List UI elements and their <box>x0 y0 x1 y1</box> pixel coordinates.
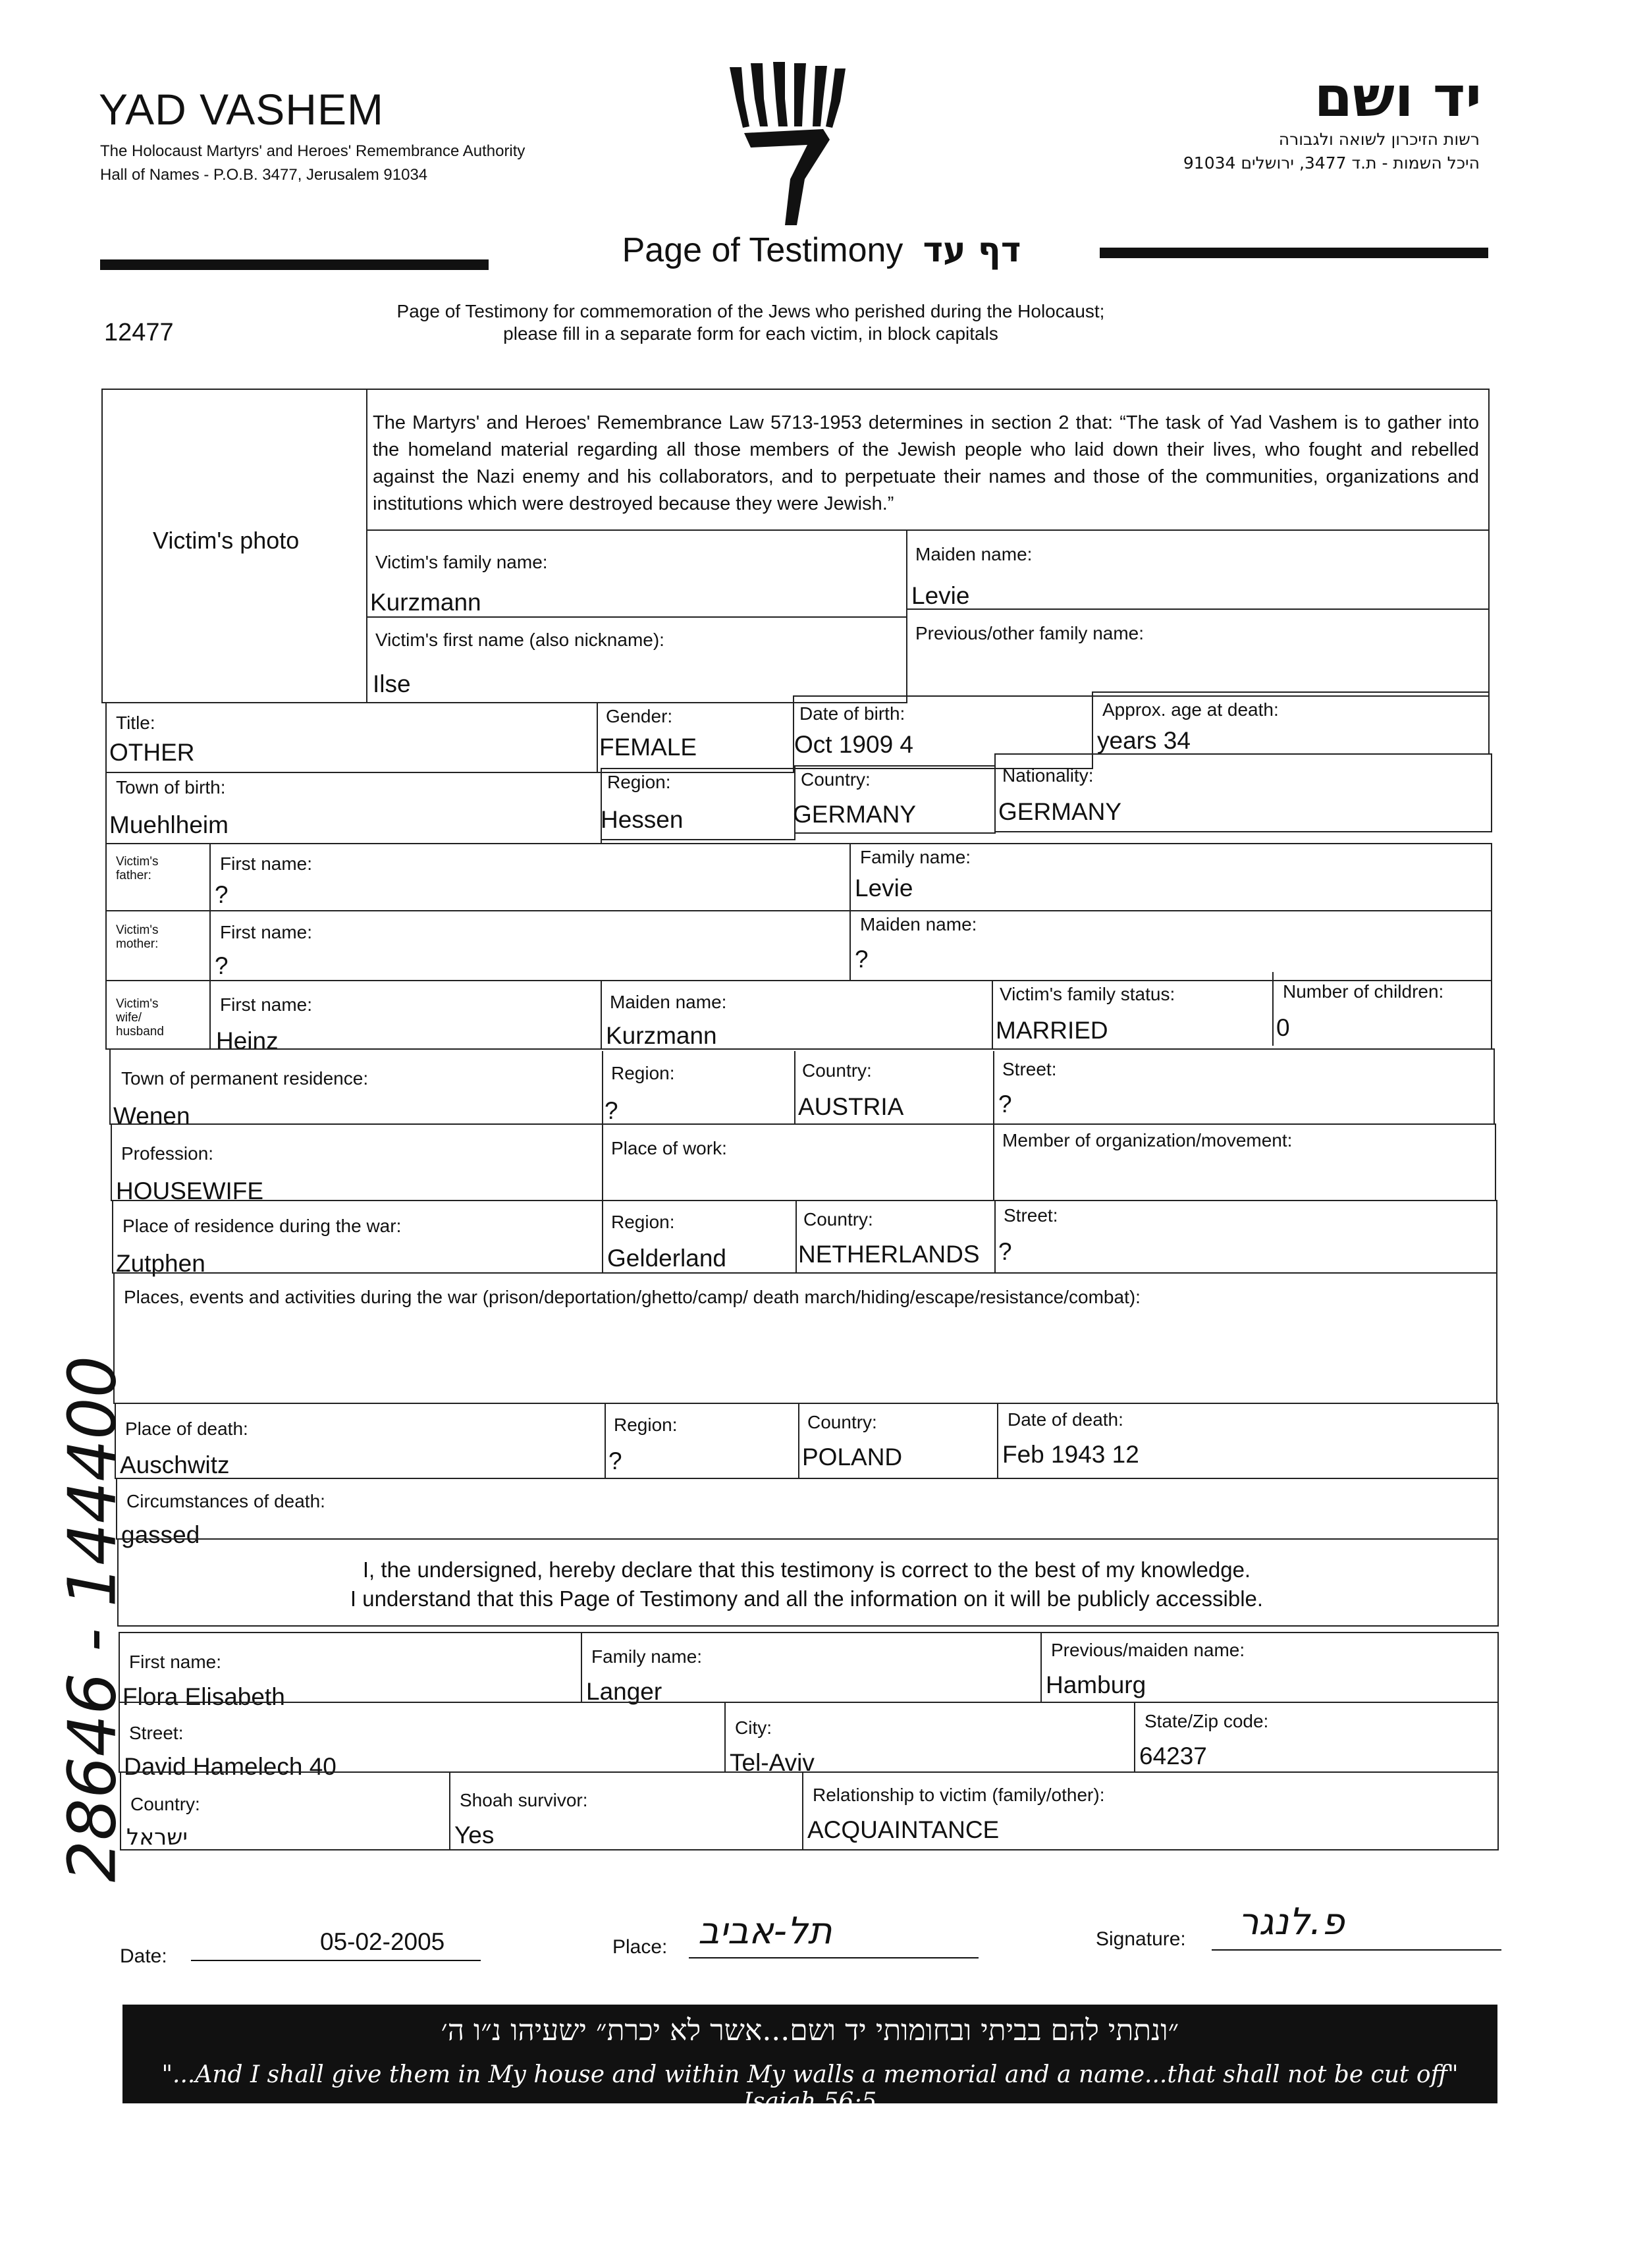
spouse-divider-2 <box>601 981 602 1048</box>
photo-label: Victim's photo <box>153 527 300 554</box>
dob-label: Date of birth: <box>799 703 905 724</box>
submitter-zip-value[interactable]: 64237 <box>1139 1742 1207 1769</box>
submitter-divider-5 <box>449 1773 450 1849</box>
residence-country-label: Country: <box>802 1060 872 1081</box>
title-value[interactable]: OTHER <box>109 739 195 766</box>
spouse-divider-4 <box>1272 972 1274 1046</box>
spouse-divider-1 <box>209 981 211 1048</box>
war-residence-value[interactable]: Zutphen <box>116 1250 205 1277</box>
relationship-value[interactable]: ACQUAINTANCE <box>807 1816 1000 1843</box>
spouse-side-label: Victim's wife/ husband <box>116 997 164 1039</box>
gender-label: Gender: <box>606 706 673 726</box>
victim-family-name-label: Victim's family name: <box>375 552 548 572</box>
gender-value[interactable]: FEMALE <box>599 734 697 761</box>
mother-maiden-name-label: Maiden name: <box>860 914 977 934</box>
law-text: The Martyrs' and Heroes' Remembrance Law 5713-1953 determines in section 2 that: “The task of Yad Vashem is to gather into the homeland material regarding all those members of the Jewish people who laid down their lives, who fought and rebelled against the Nazi enemy and his collaborators, and to perpetuate their names and those of the communities, organizations and institutions which were destroyed because they were Jewish.” <box>373 412 1479 514</box>
nationality-value[interactable]: GERMANY <box>998 798 1122 825</box>
org-name: YAD VASHEM <box>99 85 384 134</box>
form-number: 12477 <box>104 319 174 346</box>
submitter-country-label: Country: <box>130 1794 200 1814</box>
spouse-maiden-name-value[interactable]: Kurzmann <box>606 1022 717 1049</box>
death-date-label: Date of death: <box>1008 1409 1123 1430</box>
residence-street-value[interactable]: ? <box>998 1091 1012 1118</box>
work-divider-1 <box>602 1125 603 1200</box>
org-name-hebrew: יד ושם <box>1314 65 1482 129</box>
residence-country-value[interactable]: AUSTRIA <box>798 1093 904 1120</box>
death-circumstances-value[interactable]: gassed <box>121 1521 200 1548</box>
spouse-divider-3 <box>992 981 993 1048</box>
war-events-label: Places, events and activities during the war (prison/deportation/ghetto/camp/ death march/hiding/escape/resistance/combat): <box>124 1287 1141 1307</box>
war-divider-2 <box>795 1201 797 1272</box>
father-family-name-label: Family name: <box>860 847 971 867</box>
sign-place-value[interactable]: תל-אביב <box>698 1910 832 1953</box>
father-divider-1 <box>209 844 211 910</box>
shoah-survivor-value[interactable]: Yes <box>454 1822 495 1849</box>
submitter-name-row-box <box>119 1632 1499 1703</box>
country-birth-label: Country: <box>801 769 871 790</box>
death-country-label: Country: <box>807 1412 877 1432</box>
residence-divider-2 <box>794 1051 795 1123</box>
children-label: Number of children: <box>1283 981 1444 1002</box>
place-of-work-label: Place of work: <box>611 1138 727 1158</box>
maiden-name-box <box>906 529 1490 610</box>
spouse-maiden-name-label: Maiden name: <box>610 992 727 1012</box>
mother-first-name-label: First name: <box>220 922 313 942</box>
maiden-name-label: Maiden name: <box>915 544 1033 564</box>
profession-label: Profession: <box>121 1143 214 1164</box>
spouse-first-name-value[interactable]: Heinz <box>216 1027 279 1054</box>
father-side-label: Victim's father: <box>116 855 159 882</box>
war-divider-1 <box>602 1201 603 1272</box>
father-first-name-label: First name: <box>220 853 313 874</box>
mother-first-name-value[interactable]: ? <box>215 952 229 979</box>
shoah-survivor-label: Shoah survivor: <box>460 1790 588 1810</box>
father-first-name-value[interactable]: ? <box>215 881 229 908</box>
sign-place-label: Place: <box>612 1936 668 1958</box>
submitter-prev-name-value[interactable]: Hamburg <box>1046 1671 1146 1698</box>
father-row-box <box>105 843 1492 911</box>
residence-street-label: Street: <box>1002 1059 1057 1079</box>
form-title <box>0 230 1643 270</box>
sign-place-line <box>689 1957 979 1958</box>
age-label: Approx. age at death: <box>1102 699 1279 720</box>
declaration-line-2: I understand that this Page of Testimony and all the information on it will be publicly accessible. <box>350 1586 1264 1611</box>
form-title-english: Page of Testimony <box>622 231 903 269</box>
sign-date-line <box>191 1960 481 1961</box>
submitter-divider-6 <box>802 1773 803 1849</box>
region-birth-label: Region: <box>607 772 671 792</box>
submitter-divider-3 <box>724 1703 726 1771</box>
prev-family-name-label: Previous/other family name: <box>915 623 1145 643</box>
residence-divider-1 <box>602 1051 603 1123</box>
sign-date-label: Date: <box>120 1945 167 1967</box>
org-subtitle-hebrew: רשות הזיכרון לשואה ולגבורה <box>1278 130 1480 149</box>
war-divider-3 <box>994 1201 996 1272</box>
intro-line-2: please fill in a separate form for each victim, in block capitals <box>503 323 998 344</box>
submitter-zip-label: State/Zip code: <box>1145 1711 1269 1731</box>
work-divider-2 <box>993 1125 994 1200</box>
signature-label: Signature: <box>1096 1928 1186 1950</box>
victim-family-name-value[interactable]: Kurzmann <box>370 589 481 616</box>
declaration-text <box>119 1555 1495 1613</box>
mother-divider-1 <box>209 911 211 980</box>
sign-date-value[interactable]: 05-02-2005 <box>320 1928 445 1955</box>
region-birth-value[interactable]: Hessen <box>601 806 684 833</box>
submitter-city-value[interactable]: Tel-Aviv <box>730 1749 815 1776</box>
footer-english-quote: "...And I shall give them in My house and within My walls a memorial and a name...that shall not be cut off" Isaiah 56:5 <box>161 2061 1459 2115</box>
death-divider-2 <box>798 1404 799 1478</box>
death-divider-3 <box>997 1404 998 1478</box>
victim-first-name-label: Victim's first name (also nickname): <box>375 630 664 650</box>
town-birth-value[interactable]: Muehlheim <box>109 811 229 838</box>
war-region-label: Region: <box>611 1212 675 1232</box>
submitter-divider-2 <box>1040 1633 1042 1702</box>
signature-line <box>1212 1949 1501 1951</box>
org-subtitle-block <box>100 140 525 187</box>
war-street-value[interactable]: ? <box>998 1238 1012 1265</box>
submitter-family-name-label: Family name: <box>591 1646 703 1667</box>
town-birth-label: Town of birth: <box>116 777 226 797</box>
member-org-label: Member of organization/movement: <box>1002 1130 1293 1150</box>
death-divider-1 <box>605 1404 606 1478</box>
submitter-street-value[interactable]: David Hamelech 40 <box>124 1753 337 1780</box>
war-country-value[interactable]: NETHERLANDS <box>798 1241 980 1268</box>
mother-side-label: Victim's mother: <box>116 923 159 951</box>
family-status-label: Victim's family status: <box>1000 984 1175 1004</box>
submitter-prev-name-label: Previous/maiden name: <box>1051 1640 1245 1660</box>
profession-value[interactable]: HOUSEWIFE <box>116 1177 264 1204</box>
age-value[interactable]: years 34 <box>1097 727 1191 754</box>
intro-line-1: Page of Testimony for commemoration of the Jews who perished during the Holocaust; <box>396 301 1105 321</box>
death-country-value[interactable]: POLAND <box>802 1444 903 1471</box>
org-subtitle: The Holocaust Martyrs' and Heroes' Remembrance Authority <box>100 142 525 160</box>
submitter-first-name-value[interactable]: Flora Elisabeth <box>122 1683 285 1710</box>
form-title-hebrew: דף עד <box>923 230 1021 270</box>
org-address-hebrew: היכל השמות - ת.ד 3477, ירושלים 91034 <box>1183 153 1480 173</box>
submitter-first-name-label: First name: <box>129 1652 222 1672</box>
war-residence-label: Place of residence during the war: <box>122 1216 402 1236</box>
handwritten-margin-note: 28646 - 144400 <box>53 1355 131 1883</box>
mother-row-box <box>105 910 1492 981</box>
nationality-label: Nationality: <box>1002 765 1094 786</box>
war-street-label: Street: <box>1004 1205 1058 1226</box>
family-status-value[interactable]: MARRIED <box>996 1017 1108 1044</box>
spouse-first-name-label: First name: <box>220 994 313 1015</box>
father-family-name-value[interactable]: Levie <box>855 875 913 902</box>
org-hebrew-block <box>1183 128 1480 175</box>
father-divider-2 <box>849 844 851 910</box>
war-country-label: Country: <box>803 1209 873 1229</box>
war-region-value[interactable]: Gelderland <box>607 1245 727 1272</box>
submitter-family-name-value[interactable]: Langer <box>586 1678 662 1705</box>
mother-divider-2 <box>849 911 851 980</box>
footer-hebrew-quote: ״ונתתי להם בביתי ובחומותי יד ושם...אשר לא יכרת״ ישעיהו נ״ו ה׳ <box>441 2014 1179 2047</box>
death-place-label: Place of death: <box>125 1418 248 1439</box>
victim-first-name-value[interactable]: Ilse <box>373 670 411 697</box>
death-region-label: Region: <box>614 1415 678 1435</box>
relationship-label: Relationship to victim (family/other): <box>813 1785 1105 1805</box>
death-region-value[interactable]: ? <box>608 1447 622 1474</box>
submitter-country-value[interactable]: ישראל <box>126 1824 188 1850</box>
residence-town-value[interactable]: Wenen <box>113 1102 190 1129</box>
residence-divider-3 <box>993 1051 994 1123</box>
residence-town-label: Town of permanent residence: <box>121 1068 369 1089</box>
org-address: Hall of Names - P.O.B. 3477, Jerusalem 91034 <box>100 166 428 184</box>
submitter-divider-4 <box>1134 1703 1135 1771</box>
signature-value[interactable]: פ.לנגר <box>1238 1901 1345 1943</box>
dob-value[interactable]: Oct 1909 4 <box>794 731 914 758</box>
country-birth-value[interactable]: GERMANY <box>793 801 917 828</box>
residence-region-value[interactable]: ? <box>605 1097 618 1124</box>
form-intro <box>356 300 1146 345</box>
submitter-city-label: City: <box>735 1717 772 1738</box>
submitter-street-label: Street: <box>129 1723 184 1743</box>
death-place-value[interactable]: Auschwitz <box>120 1451 230 1478</box>
footer-banner <box>122 2005 1497 2115</box>
mother-maiden-name-value[interactable]: ? <box>855 946 869 973</box>
declaration-line-1: I, the undersigned, hereby declare that this testimony is correct to the best of my knowledge. <box>362 1557 1251 1582</box>
prev-family-name-box <box>906 608 1490 697</box>
death-date-value[interactable]: Feb 1943 12 <box>1002 1441 1139 1468</box>
children-value[interactable]: 0 <box>1276 1014 1290 1041</box>
residence-region-label: Region: <box>611 1063 675 1083</box>
yad-vashem-logo <box>724 61 849 232</box>
title-label: Title: <box>116 713 155 733</box>
maiden-name-value[interactable]: Levie <box>911 582 970 609</box>
submitter-divider-1 <box>581 1633 582 1702</box>
death-circumstances-label: Circumstances of death: <box>126 1491 325 1511</box>
